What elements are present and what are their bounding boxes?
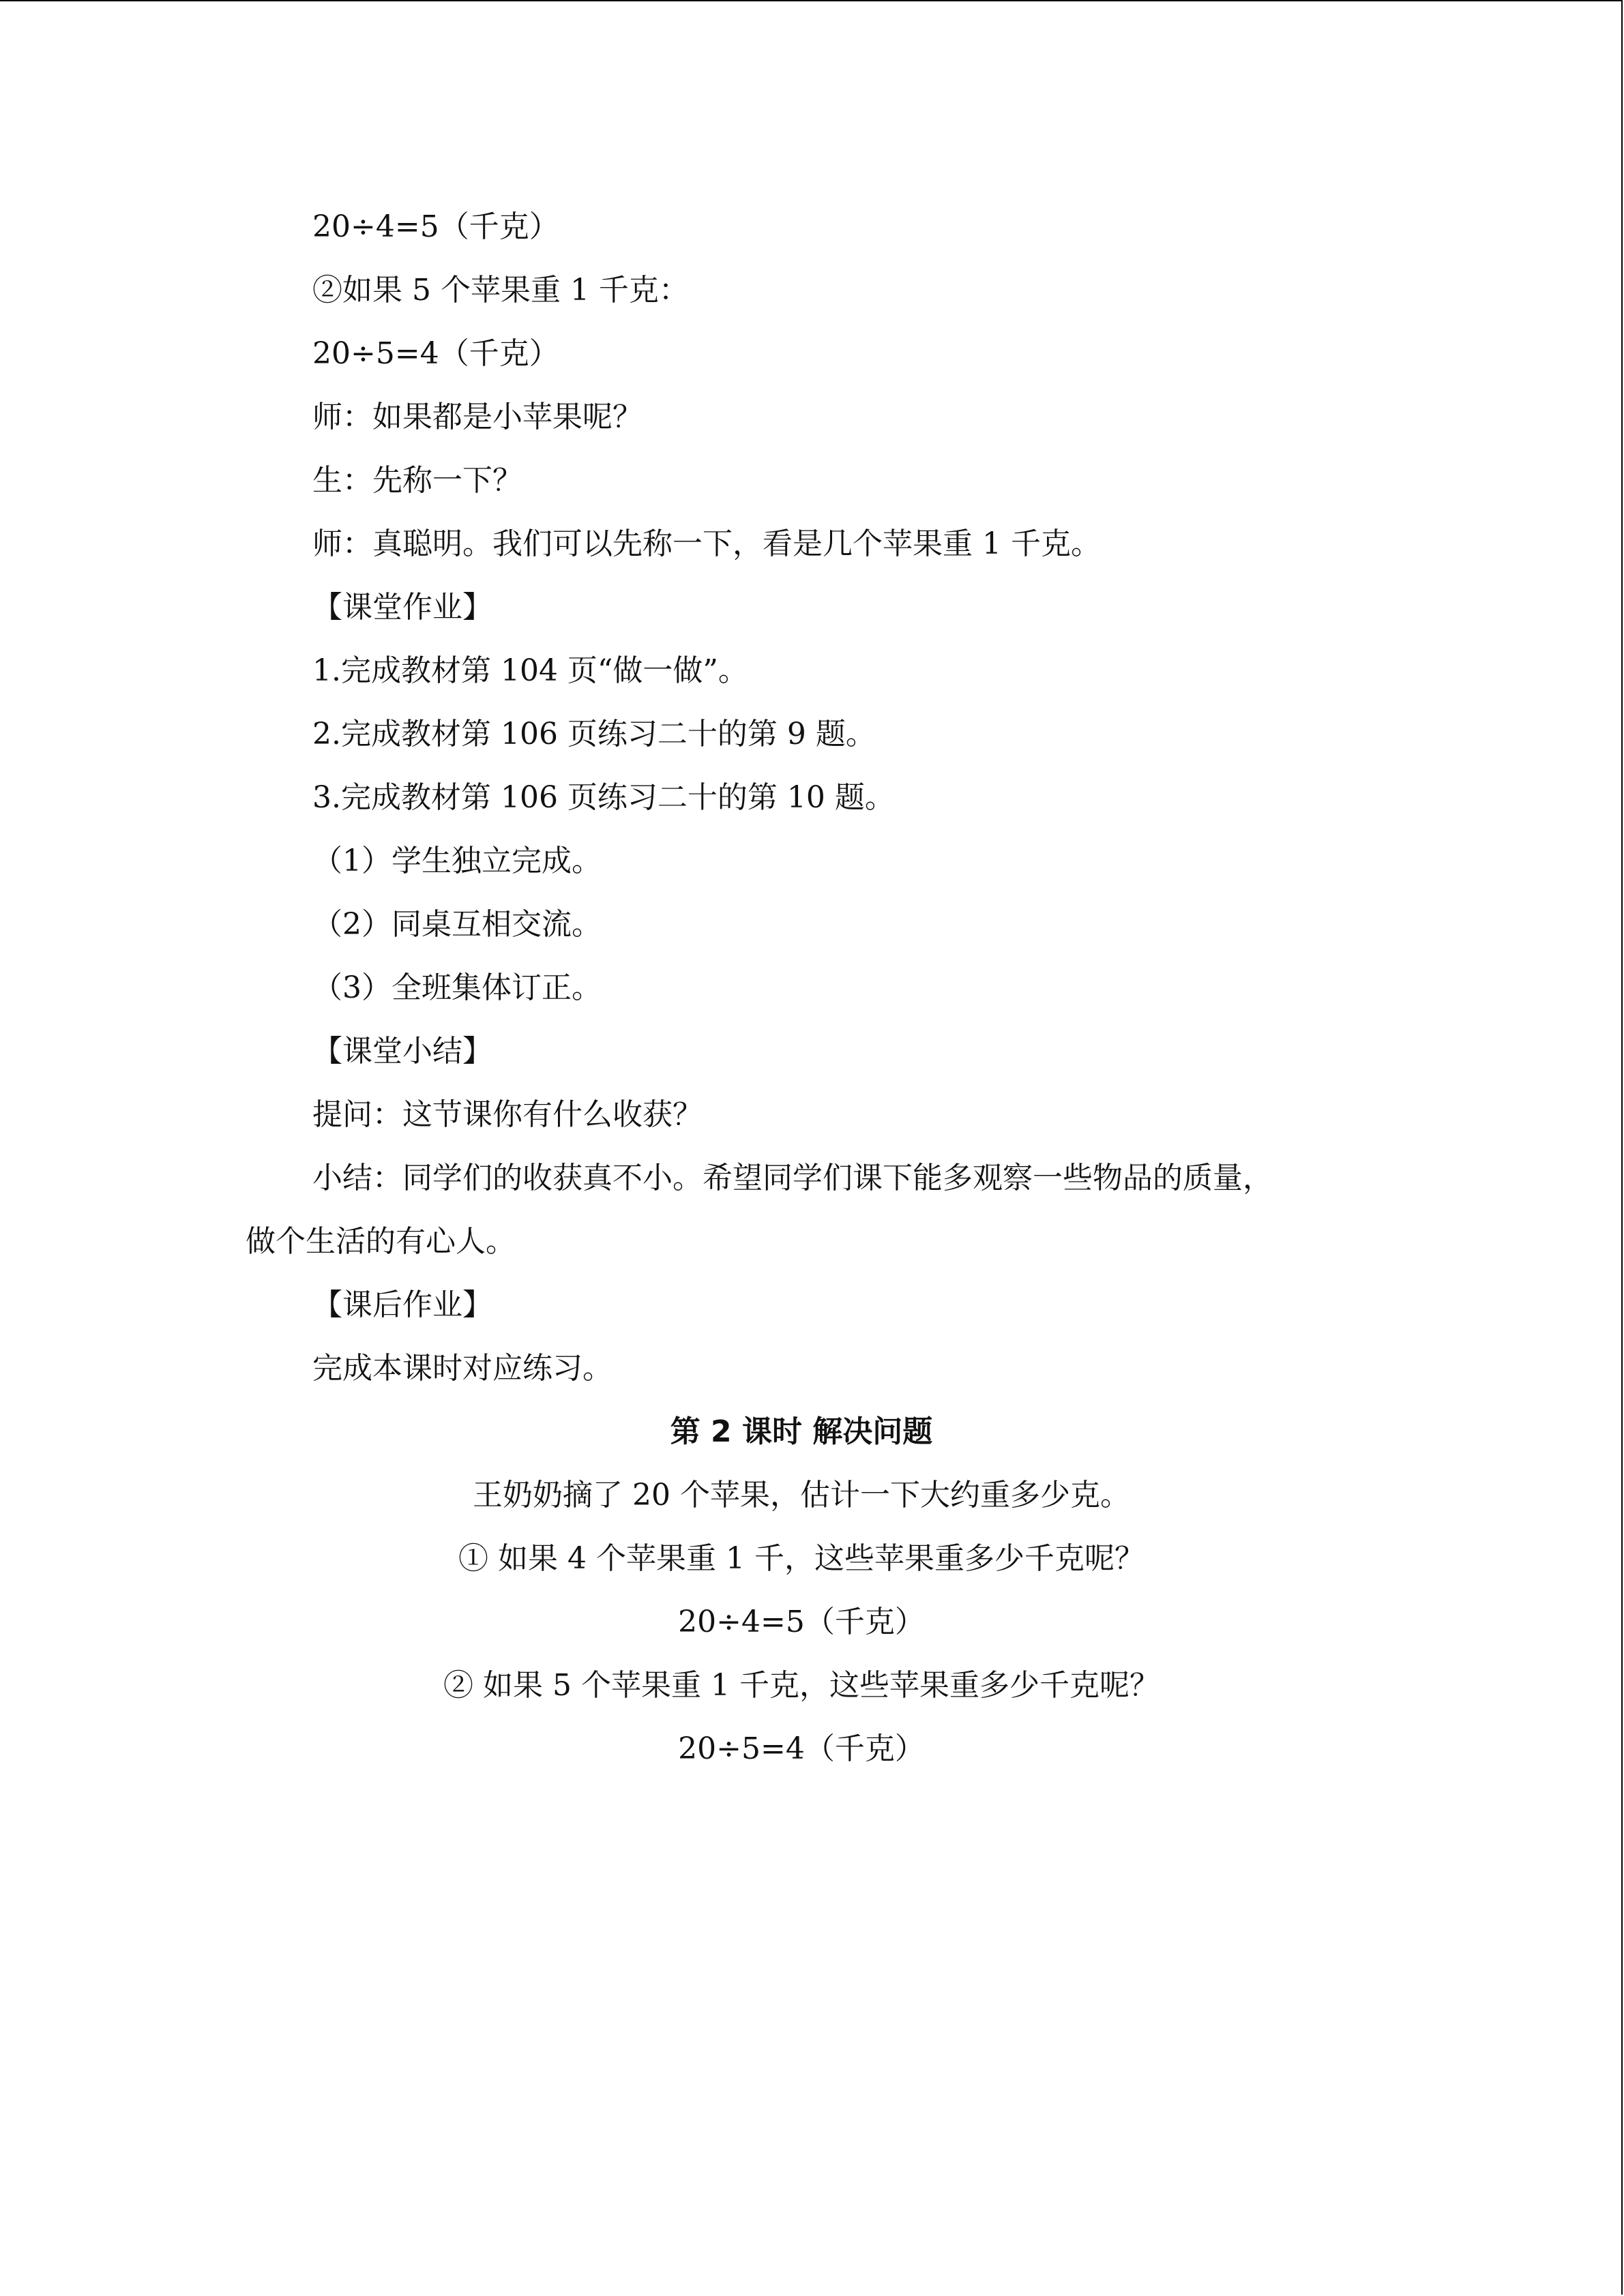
equation-line: 20÷5=4（千克） — [312, 336, 559, 371]
problem-line: ② 如果 5 个苹果重 1 千克，这些苹果重多少千克呢？ — [443, 1668, 1160, 1703]
equation-line: 20÷4=5（千克） — [678, 1605, 925, 1639]
text-line: 小结：同学们的收获真不小。希望同学们课下能多观察一些物品的质量， — [312, 1161, 1273, 1195]
section-title: 【课堂作业】 — [312, 590, 492, 625]
text-line: 完成本课时对应练习。 — [312, 1351, 612, 1386]
text-line-continuation: 做个生活的有心人。 — [246, 1224, 516, 1259]
lesson-heading: 第 2 课时 解决问题 — [670, 1414, 933, 1449]
document-body — [246, 195, 1357, 1780]
section-title: 【课后作业】 — [312, 1287, 492, 1322]
list-item: 1.完成教材第 104 页“做一做”。 — [312, 653, 748, 688]
list-subitem: （2）同桌互相交流。 — [312, 907, 602, 942]
list-subitem: （3）全班集体订正。 — [312, 970, 602, 1005]
dialogue-line: 生：先称一下？ — [312, 463, 522, 498]
section-title: 【课堂小结】 — [312, 1034, 492, 1069]
text-line: ②如果 5 个苹果重 1 千克： — [312, 273, 689, 308]
dialogue-line: 师：如果都是小苹果呢？ — [312, 400, 643, 434]
equation-line: 20÷4=5（千克） — [312, 209, 559, 244]
list-subitem: （1）学生独立完成。 — [312, 844, 602, 878]
dialogue-line: 师：真聪明。我们可以先称一下，看是几个苹果重 1 千克。 — [312, 526, 1101, 561]
text-line: 提问：这节课你有什么收获？ — [312, 1097, 703, 1132]
problem-line: 王奶奶摘了 20 个苹果，估计一下大约重多少克。 — [473, 1478, 1130, 1512]
list-item: 3.完成教材第 106 页练习二十的第 10 题。 — [312, 780, 895, 815]
problem-line: ① 如果 4 个苹果重 1 千，这些苹果重多少千克呢？ — [458, 1541, 1145, 1576]
list-item: 2.完成教材第 106 页练习二十的第 9 题。 — [312, 717, 876, 751]
equation-line: 20÷5=4（千克） — [678, 1731, 925, 1766]
